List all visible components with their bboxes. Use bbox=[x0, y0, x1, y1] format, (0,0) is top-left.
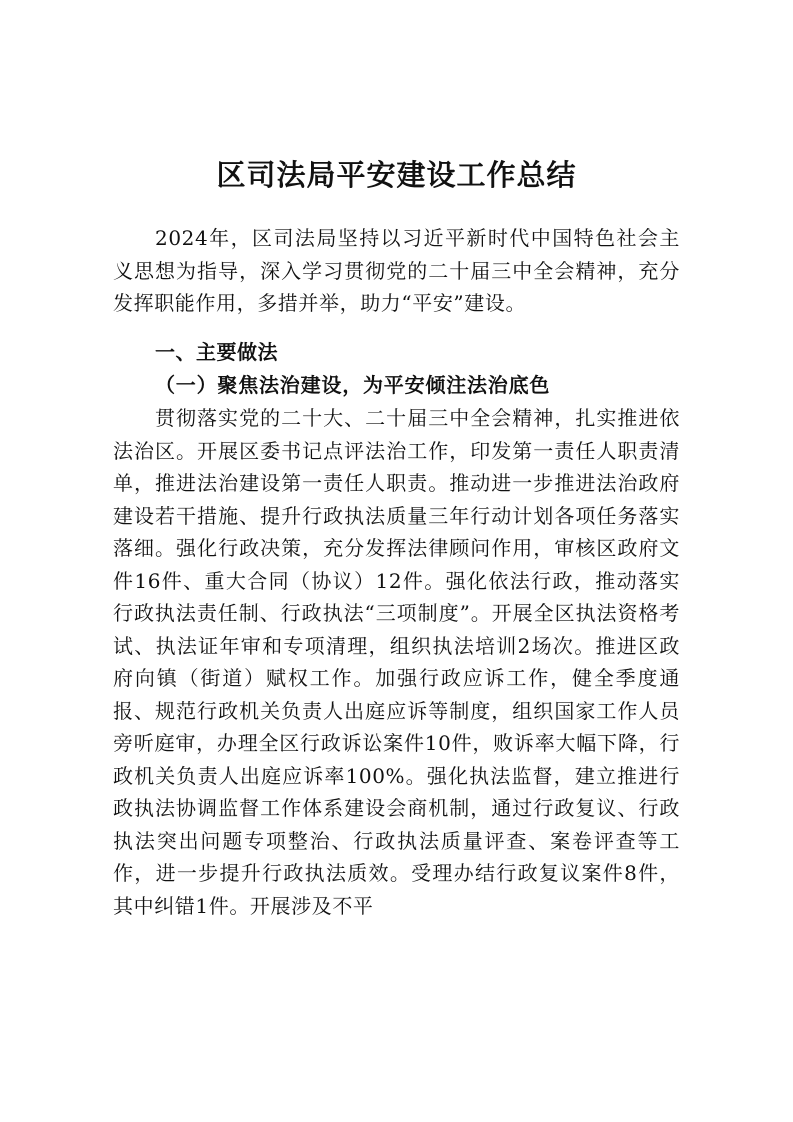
subsection-body-paragraph: 贯彻落实党的二十大、二十届三中全会精神，扎实推进依法治区。开展区委书记点评法治工作，印发第一责任人职责清单，推进法治建设第一责任人职责。推动进一步推进法治政府建设若干措施、提升行政执法质量三年行动计划各项任务落实落细。强化行政决策，充分发挥法律顾问作用，审核区政府文件16件、重大合同（协议）12件。强化依法行政，推动落实行政执法责任制、行政执法“三项制度”。开展全区执法资格考试、执法证年审和专项清理，组织执法培训2场次。推进区政府向镇（街道）赋权工作。加强行政应诉工作，健全季度通报、规范行政机关负责人出庭应诉等制度，组织国家工作人员旁听庭审，办理全区行政诉讼案件10件，败诉率大幅下降，行政机关负责人出庭应诉率100%。强化执法监督，建立推进行政执法协调监督工作体系建设会商机制，通过行政复议、行政执法突出问题专项整治、行政执法质量评查、案卷评查等工作，进一步提升行政执法质效。受理办结行政复议案件8件，其中纠错1件。开展涉及不平 bbox=[113, 406, 680, 918]
document-title: 区司法局平安建设工作总结 bbox=[216, 158, 577, 193]
subsection-heading-rule-of-law: （一）聚焦法治建设，为平安倾注法治底色 bbox=[155, 373, 551, 397]
section-heading-main-practices: 一、主要做法 bbox=[155, 340, 278, 364]
intro-paragraph: 2024年，区司法局坚持以习近平新时代中国特色社会主义思想为指导，深入学习贯彻党的二十届三中全会精神，充分发挥职能作用，多措并举，助力“平安”建设。 bbox=[113, 226, 680, 315]
